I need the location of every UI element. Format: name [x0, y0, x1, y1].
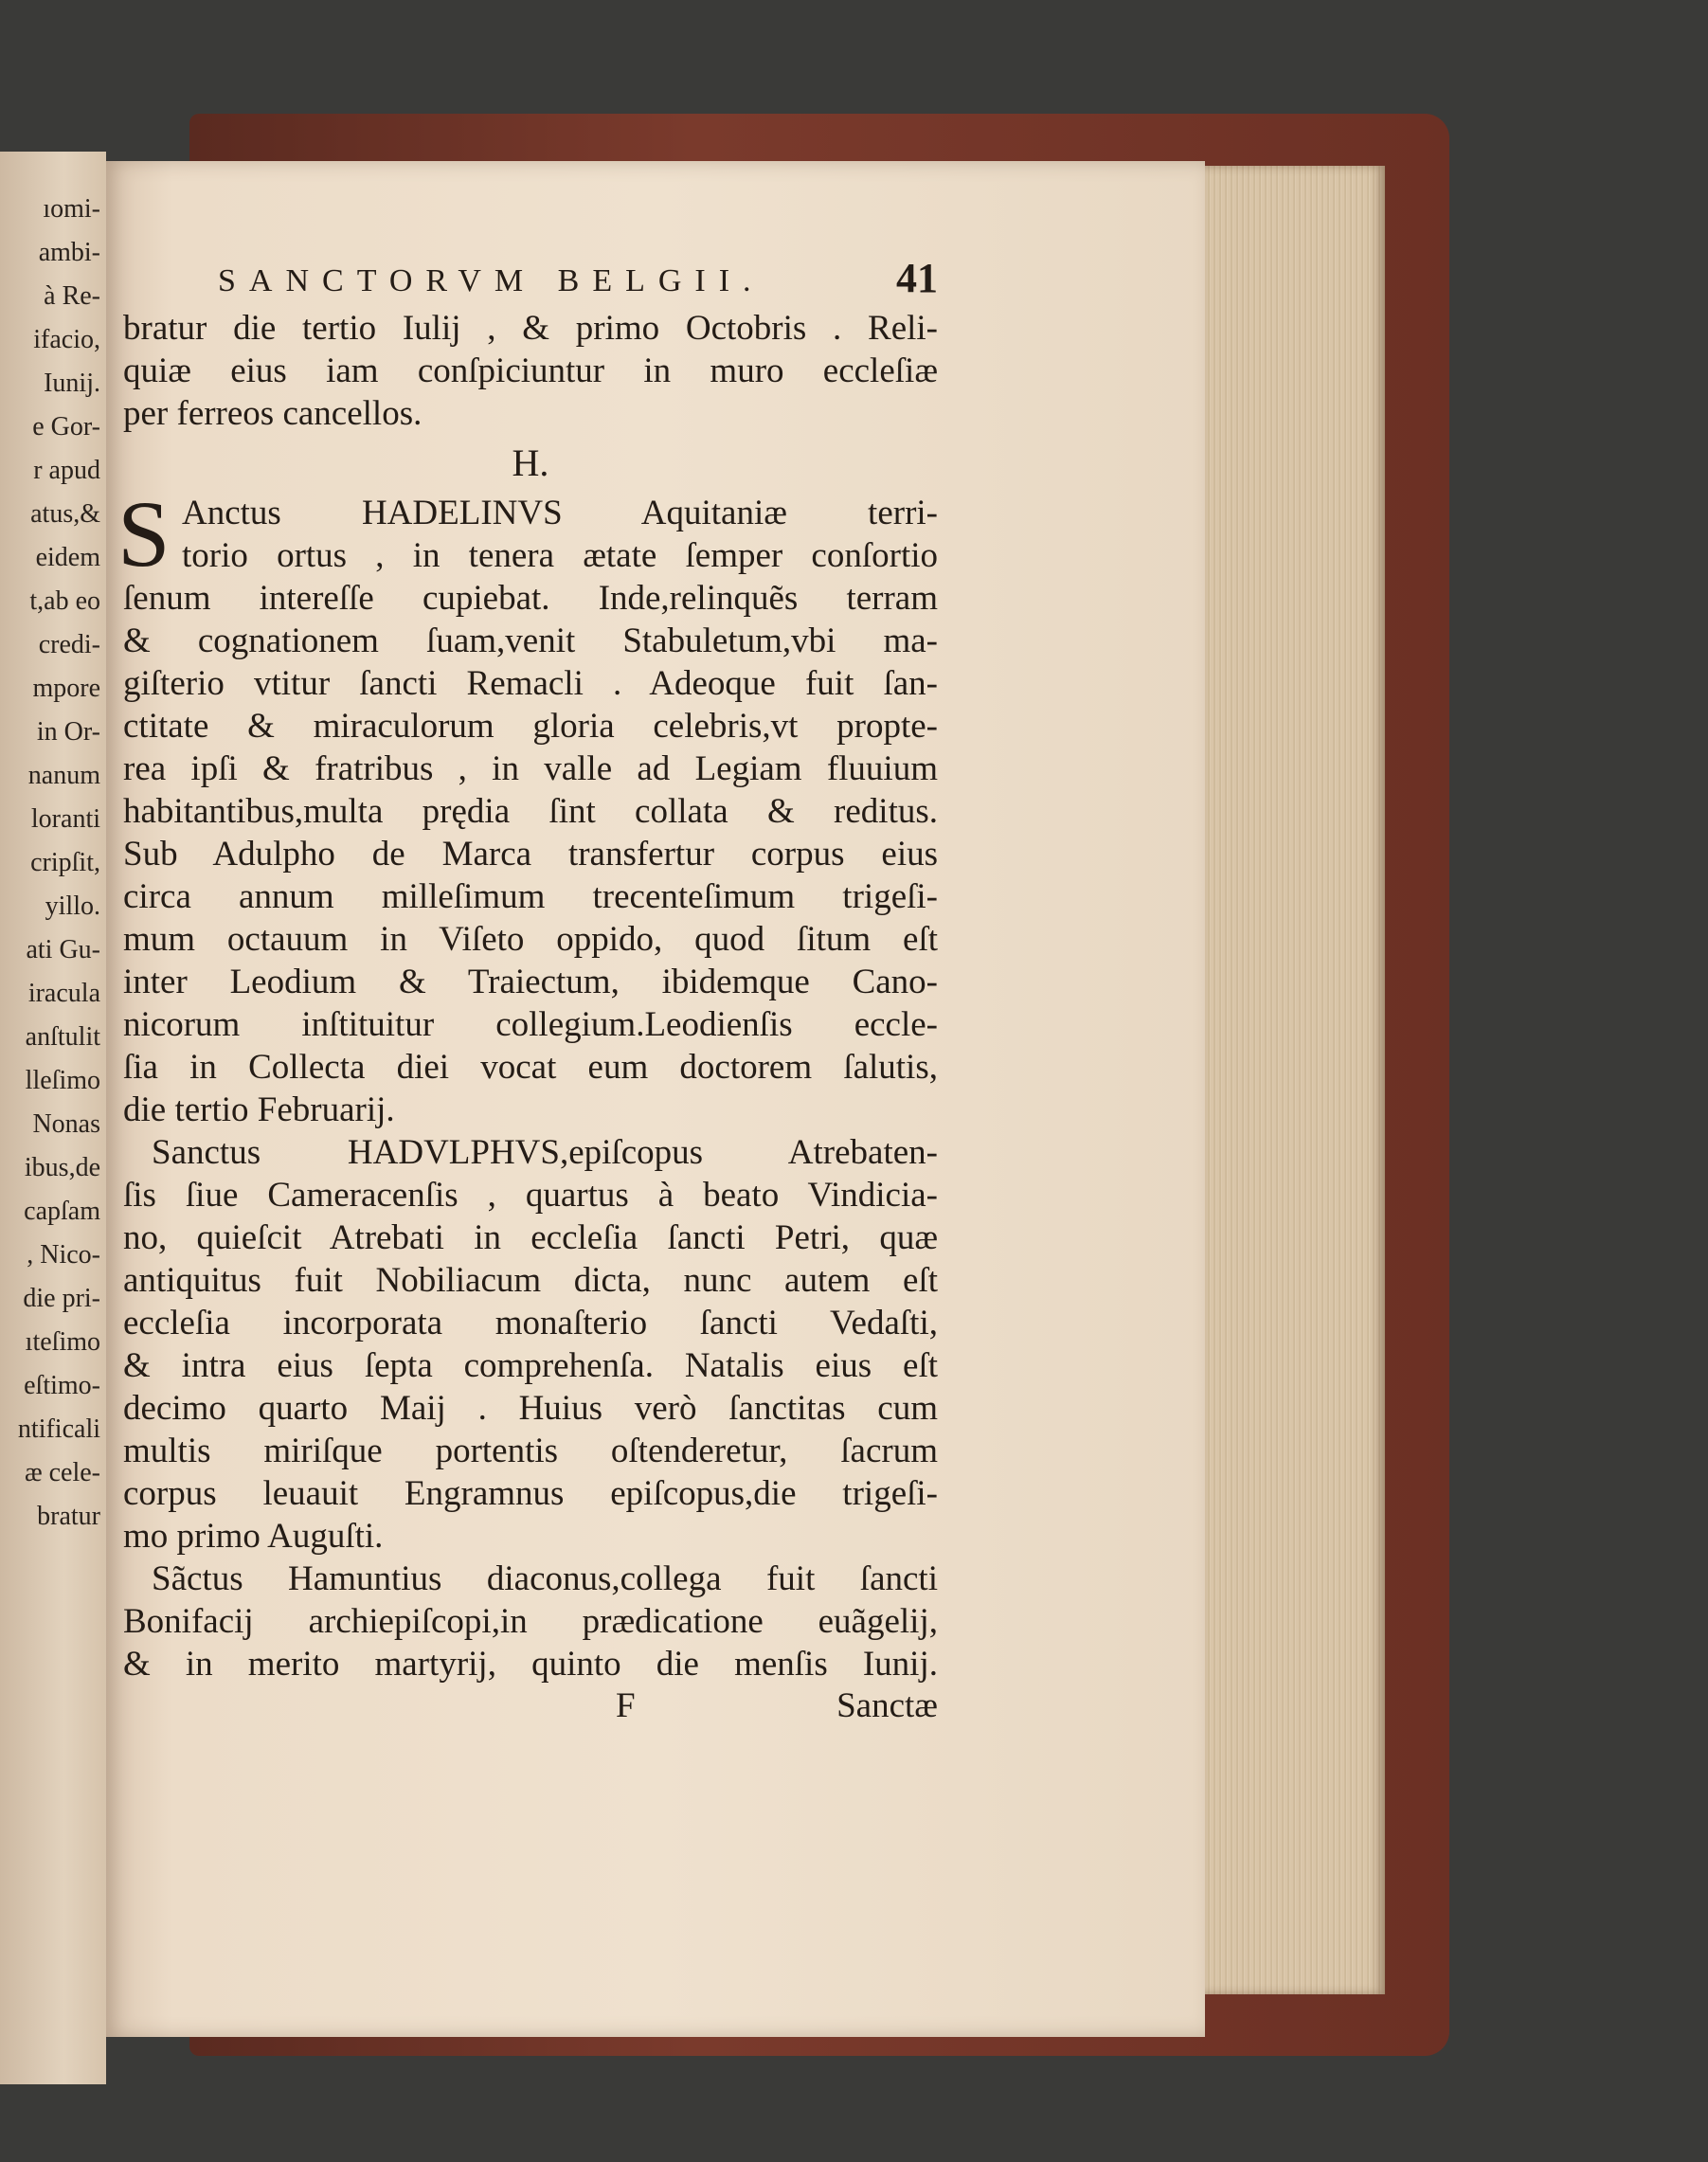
left-page-line: lleſimo [25, 1066, 100, 1095]
text-line: ſis ſiue Cameracenſis , quartus à beato Vindicia- [123, 1176, 938, 1215]
text-line: & cognationem ſuam,venit Stabuletum,vbi ma- [123, 622, 938, 660]
running-head [123, 254, 938, 307]
drop-cap: S [117, 481, 171, 586]
text-line: antiquitus fuit Nobiliacum dicta, nunc autem eſt [123, 1261, 938, 1300]
opening-paragraph [123, 307, 938, 435]
left-page-line: credi- [38, 630, 100, 659]
text-line: decimo quarto Maij . Huius verò ſanctitas cum [123, 1389, 938, 1428]
text-line: quiæ eius iam conſpiciuntur in muro eccleſiæ [123, 351, 938, 390]
text-line: nicorum inſtituitur collegium.Leodienſis eccle- [123, 1005, 938, 1044]
left-page-line: t,ab eo [29, 586, 100, 616]
left-page-line: nanum [27, 761, 100, 790]
text-line: & intra eius ſepta comprehenſa. Natalis eius eſt [123, 1346, 938, 1385]
left-page-line: eſtimo- [24, 1371, 100, 1400]
left-page-fragment [0, 152, 106, 2084]
running-title: SANCTORVM BELGII. [218, 263, 764, 298]
left-page-line: bratur [37, 1502, 100, 1531]
left-page-line: e Gor- [32, 412, 100, 441]
left-page-line: ıteſimo [25, 1327, 100, 1357]
text-line: multis miriſque portentis oſtenderetur, ſacrum [123, 1432, 938, 1470]
left-page-line: ibus,de [24, 1153, 100, 1182]
text-line: ſia in Collecta diei vocat eum doctorem ſalutis, [123, 1048, 938, 1087]
text-line: mum octauum in Viſeto oppido, quod ſitum eſt [123, 920, 938, 959]
text-line: eccleſia incorporata monaſterio ſancti Vedaſti, [123, 1304, 938, 1342]
left-page-line: Iunij. [44, 369, 100, 398]
text-line: corpus leuauit Engramnus epiſcopus,die trigeſi- [123, 1474, 938, 1513]
catchword-line [123, 1685, 938, 1731]
hadulphus-paragraph [123, 1131, 938, 1558]
left-page-line: die pri- [23, 1284, 100, 1313]
left-page-line: atus,& [30, 499, 100, 529]
text-line: Sanctus HADVLPHVS,epiſcopus Atrebaten- [152, 1133, 938, 1172]
left-page-line: eidem [35, 543, 100, 572]
left-page-line: ntificali [17, 1414, 100, 1444]
text-line: giſterio vtitur ſancti Remacli . Adeoque fuit ſan- [123, 664, 938, 703]
left-page-line: capſam [24, 1197, 100, 1226]
section-heading: H. [512, 441, 549, 484]
hadelinus-paragraph [117, 481, 938, 1131]
left-page-line: in Or- [36, 717, 100, 747]
text-line: ctitate & miraculorum gloria celebris,vt propte- [123, 707, 938, 746]
text-line: & in merito martyrij, quinto die menſis Iunij. [123, 1645, 938, 1684]
text-line: circa annum milleſimum trecenteſimum trigeſi- [123, 877, 938, 916]
left-page-line: iracula [27, 979, 100, 1008]
left-page-line: ambi- [38, 238, 100, 267]
left-page-line: r apud [33, 456, 100, 485]
text-line: Sãctus Hamuntius diaconus,collega fuit ſancti [152, 1559, 938, 1598]
text-line: mo primo Auguſti. [123, 1517, 384, 1556]
left-page-line: ifacio, [33, 325, 100, 354]
text-line: bratur die tertio Iulij , & primo Octobris . Reli- [123, 309, 938, 348]
signature-mark: F [616, 1686, 636, 1725]
left-page-line: æ cele- [24, 1458, 100, 1487]
text-line: no, quieſcit Atrebati in eccleſia ſancti Petri, quæ [123, 1218, 938, 1257]
left-page-line: anſtulit [25, 1022, 100, 1052]
left-page-line: mpore [32, 674, 100, 703]
left-page-line: ati Gu- [26, 935, 100, 964]
text-line: per ferreos cancellos. [123, 394, 423, 433]
page-number: 41 [896, 255, 938, 301]
left-page-line: loranti [30, 804, 100, 834]
left-page-line: yillo. [45, 892, 100, 921]
catchword: Sanctæ [836, 1686, 938, 1725]
text-line: Bonifacij archiepiſcopi,in prædicatione euãgelij, [123, 1602, 938, 1641]
left-page-line: cripſit, [30, 848, 100, 877]
text-line: Anctus HADELINVS Aquitaniæ terri- [182, 494, 938, 532]
left-page-line: ıomi- [43, 194, 100, 224]
hamuntius-paragraph [123, 1558, 938, 1685]
text-line: habitantibus,multa prędia ſint collata & reditus. [123, 792, 938, 831]
text-line: inter Leodium & Traiectum, ibidemque Cano- [123, 963, 938, 1001]
text-line: die tertio Februarij. [123, 1090, 395, 1129]
text-line: torio ortus , in tenera ætate ſemper conſortio [182, 536, 938, 575]
text-line: ſenum intereſſe cupiebat. Inde,relinquẽs terram [123, 579, 938, 618]
text-line: rea ipſi & fratribus , in valle ad Legiam fluuium [123, 749, 938, 788]
text-line: Sub Adulpho de Marca transfertur corpus eius [123, 835, 938, 874]
page-edges [1205, 166, 1385, 1994]
left-page-line: Nonas [32, 1109, 100, 1139]
page-text [117, 254, 938, 1731]
left-page-line: à Re- [44, 281, 100, 311]
left-page-line: , Nico- [27, 1240, 100, 1270]
